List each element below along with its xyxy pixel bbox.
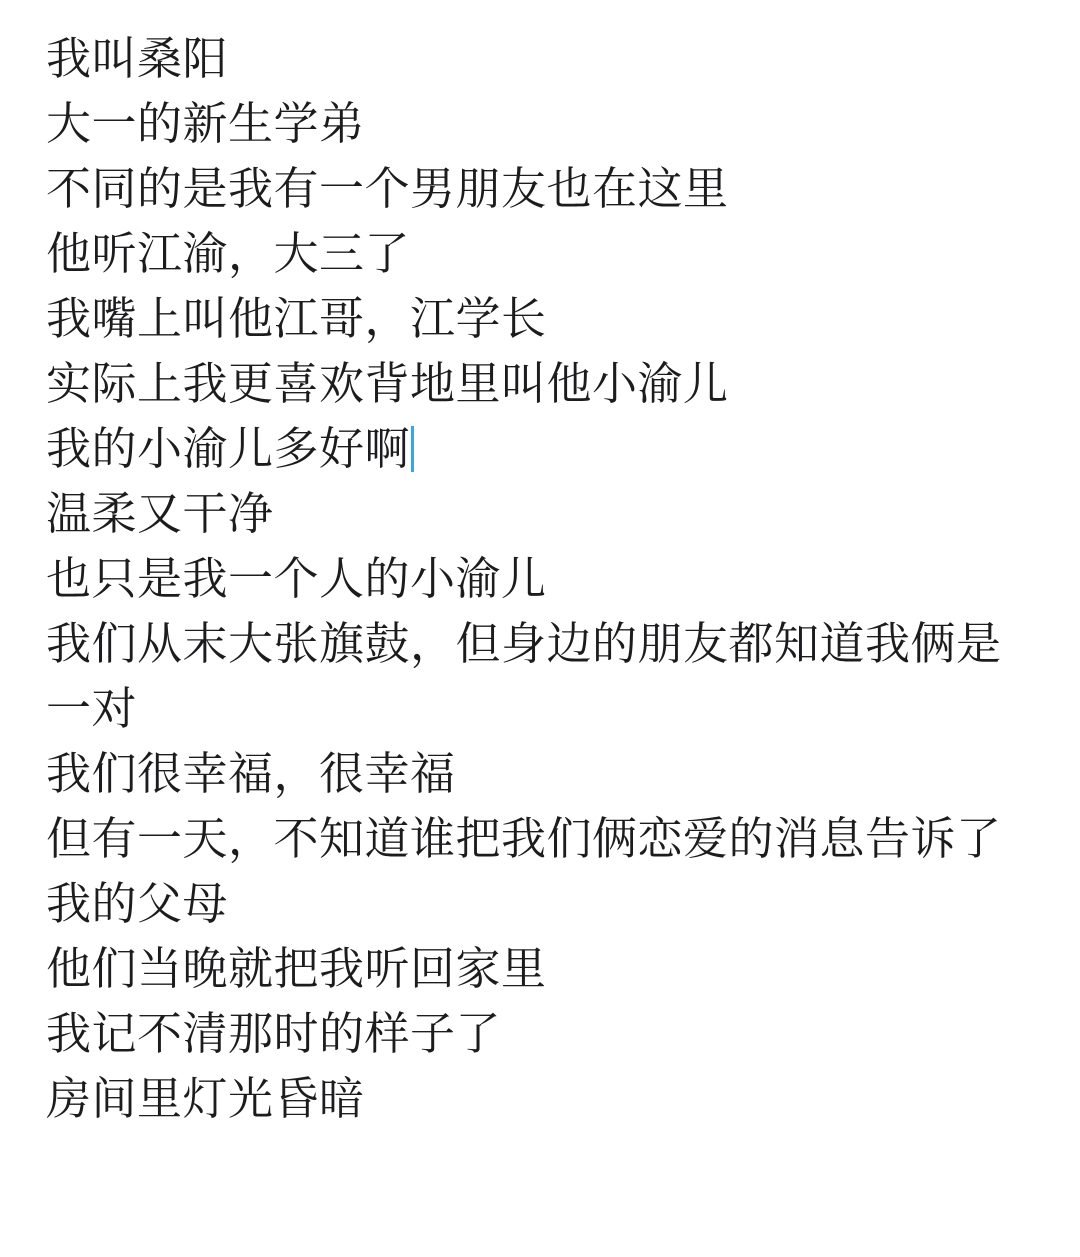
text-line [46,351,1040,416]
text-line [46,221,1040,286]
text-line-content: 我的小渝儿多好啊 [46,423,411,475]
text-line [46,806,1040,936]
text-line-content: 实际上我更喜欢背地里叫他小渝儿 [46,358,729,410]
text-line-content: 也只是我一个人的小渝儿 [46,553,547,605]
text-line-content: 他们当晚就把我听回家里 [46,943,547,995]
text-line [46,481,1040,546]
text-line-content: 但有一天，不知道谁把我们俩恋爱的消息告诉了我的父母 [46,813,1002,930]
text-line-content: 不同的是我有一个男朋友也在这里 [46,163,729,215]
text-line [46,936,1040,1001]
text-line [46,26,1040,91]
text-line [46,1066,1040,1131]
story-text-body[interactable] [46,26,1040,1131]
text-line [46,546,1040,611]
text-line [46,416,1040,481]
text-line-content: 我们很幸福，很幸福 [46,748,456,800]
text-line [46,741,1040,806]
text-line [46,156,1040,221]
text-line-content: 大一的新生学弟 [46,98,365,150]
text-line [46,611,1040,741]
text-line [46,1001,1040,1066]
text-line [46,286,1040,351]
text-line-content: 我嘴上叫他江哥，江学长 [46,293,547,345]
text-line-content: 我记不清那时的样子了 [46,1008,502,1060]
text-line-content: 我们从末大张旗鼓，但身边的朋友都知道我俩是一对 [46,618,1002,735]
text-cursor-caret [411,426,414,472]
text-line [46,91,1040,156]
text-line-content: 房间里灯光昏暗 [46,1073,365,1125]
text-line-content: 温柔又干净 [46,488,274,540]
text-line-content: 他听江渝，大三了 [46,228,411,280]
text-line-content: 我叫桑阳 [46,33,229,84]
